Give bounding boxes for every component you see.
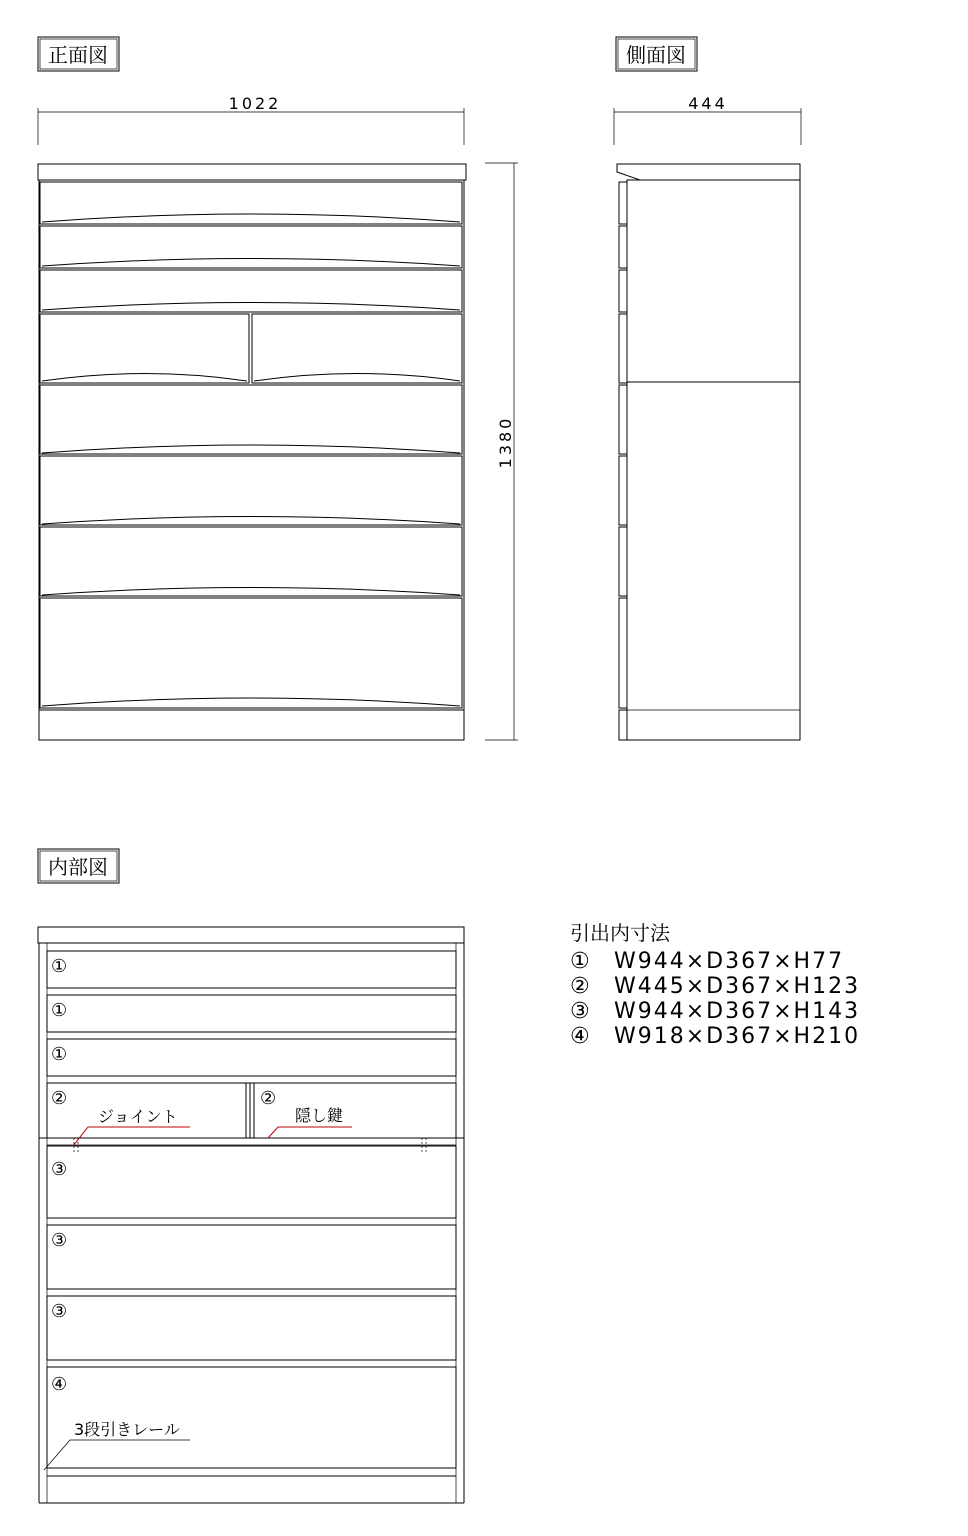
spec-size: W944×D367×H143 xyxy=(614,999,861,1024)
front-width-dimension xyxy=(38,94,464,145)
drawer-inner-dimensions xyxy=(570,921,860,1049)
spec-size: W918×D367×H210 xyxy=(614,1024,861,1049)
front-drawer xyxy=(40,182,462,224)
interior-top-board xyxy=(38,927,464,943)
rail-leader xyxy=(44,1440,190,1470)
spec-mark: ④ xyxy=(570,1024,592,1049)
side-cabinet xyxy=(617,164,800,740)
drawer-label: ① xyxy=(51,1000,68,1021)
drawer-label: ③ xyxy=(51,1301,68,1322)
interior-cabinet xyxy=(38,927,464,1503)
hidden-key-note: 隠し鍵 xyxy=(295,1106,344,1125)
spec-row xyxy=(570,999,860,1024)
front-drawer-left xyxy=(40,314,249,383)
side-view xyxy=(614,37,801,740)
spec-size: W944×D367×H77 xyxy=(614,949,845,974)
spec-mark: ① xyxy=(570,949,592,974)
joint-note: ジョイント xyxy=(98,1107,178,1126)
front-height-label: 1380 xyxy=(496,415,515,469)
spec-row xyxy=(570,1024,860,1049)
rail-note: 3段引きレール xyxy=(74,1420,180,1439)
front-height-dimension xyxy=(485,163,518,740)
front-drawer xyxy=(40,456,462,525)
front-drawer xyxy=(40,527,462,596)
front-title: 正面図 xyxy=(48,43,108,67)
front-width-label: 1022 xyxy=(228,94,282,113)
front-drawer xyxy=(40,270,462,312)
front-drawer xyxy=(40,385,462,454)
drawer-label: ④ xyxy=(51,1374,68,1395)
spec-size: W445×D367×H123 xyxy=(614,974,861,999)
joint-leader xyxy=(73,1127,190,1146)
front-drawer xyxy=(40,226,462,268)
drawer-label: ① xyxy=(51,956,68,977)
interior-title: 内部図 xyxy=(48,855,108,879)
drawer-label: ③ xyxy=(51,1159,68,1180)
front-drawer-right xyxy=(252,314,462,383)
side-depth-dimension xyxy=(614,94,801,145)
interior-view xyxy=(38,849,464,1503)
front-view xyxy=(38,37,518,740)
spec-row xyxy=(570,974,860,999)
drawer-label: ① xyxy=(51,1044,68,1065)
spec-row xyxy=(570,949,844,974)
drawer-label: ② xyxy=(51,1088,68,1109)
front-drawer-bottom xyxy=(40,598,462,708)
spec-mark: ② xyxy=(570,974,592,999)
side-title: 側面図 xyxy=(626,43,686,67)
front-plinth xyxy=(39,710,464,740)
drawer-label: ③ xyxy=(51,1230,68,1251)
hidden-key-leader xyxy=(268,1127,352,1138)
specs-title: 引出内寸法 xyxy=(570,921,670,945)
side-depth-label: 444 xyxy=(688,94,728,113)
drawer-label: ② xyxy=(260,1088,277,1109)
spec-mark: ③ xyxy=(570,999,592,1024)
interior-labels xyxy=(51,956,276,1395)
front-top-board xyxy=(38,164,466,180)
front-cabinet xyxy=(38,164,466,740)
